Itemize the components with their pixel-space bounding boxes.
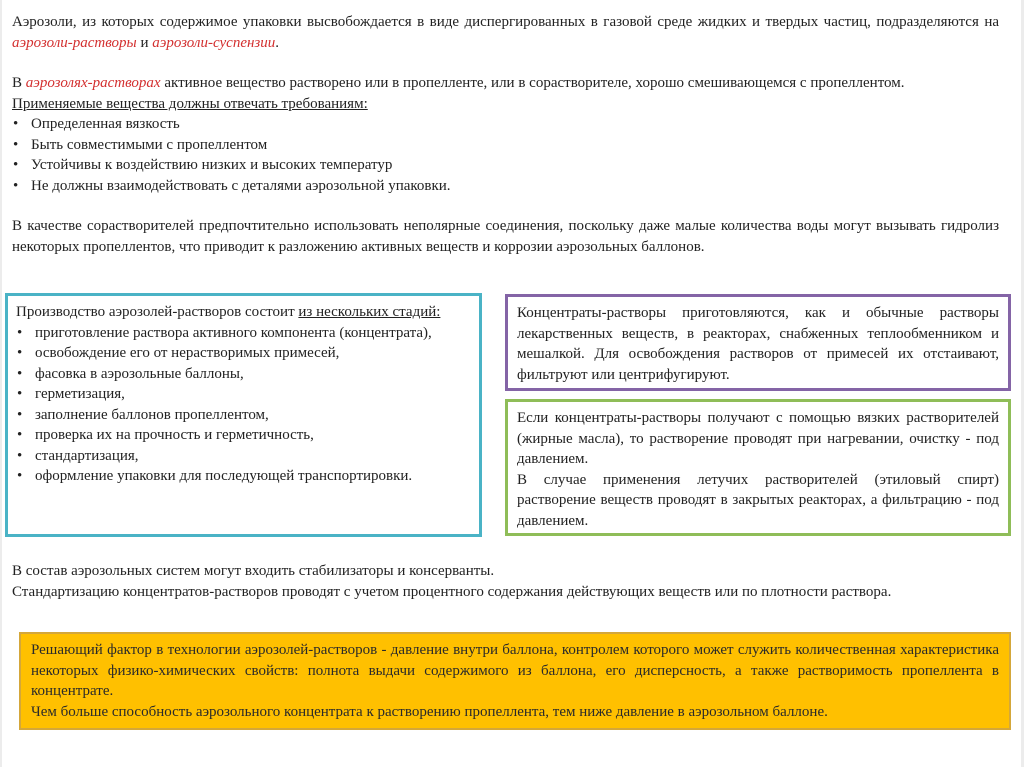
requirements-heading: Применяемые вещества должны отвечать требованиям:: [12, 95, 368, 112]
composition-section: [12, 561, 1017, 602]
production-stages-list: [16, 323, 471, 487]
term-aerosol-suspensions: аэрозоли-суспензии: [152, 34, 276, 51]
cosolvents-paragraph: В качестве сорастворителей предпочтительно использовать неполярные соединения, поскольку даже малые количества воды могут вызывать гидролиз некоторых пропеллентов, что приводит к разложению активных веществ и коррозии аэрозольных баллонов.: [12, 218, 999, 255]
intro-text: Аэрозоли, из которых содержимое упаковки высвобождается в виде диспергированных в газовой среде жидких и твердых частиц, подразделяются на: [12, 14, 999, 30]
pressure-box: [19, 632, 1011, 730]
list-item: • освобождение его от нерастворимых примесей,: [16, 343, 471, 364]
solutions-text: активное вещество растворено или в пропелленте, или в сорастворителе, хорошо смешивающемся с пропеллентом.: [160, 75, 905, 91]
list-item: • оформление упаковки для последующей транспортировки.: [16, 466, 471, 487]
production-lead-underlined: из нескольких стадий:: [298, 304, 441, 320]
concentrates-box: [505, 294, 1011, 391]
spacer: [12, 196, 999, 216]
production-stages-box: [5, 293, 482, 537]
term-aerosol-solutions: аэрозоли-растворы: [12, 34, 137, 51]
list-item: • Устойчивы к воздействию низких и высоких температур: [12, 155, 999, 176]
concentrates-text: Концентраты-растворы приготовляются, как и обычные растворы лекарственных веществ, в реакторах, снабженных теплообменником и мешалкой. Для освобождения растворов от примесей их отстаивают, фильтруют или центрифугируют.: [517, 305, 999, 383]
intro-paragraph: [12, 12, 999, 53]
list-item: • фасовка в аэрозольные баллоны,: [16, 364, 471, 385]
list-item: • стандартизация,: [16, 446, 471, 467]
top-text-section: [12, 12, 999, 257]
list-item: • проверка их на прочность и герметичность,: [16, 425, 471, 446]
intro-suffix: .: [275, 34, 280, 51]
production-lead: [16, 302, 471, 323]
requirements-list: [12, 114, 999, 196]
list-item: • Определенная вязкость: [12, 114, 999, 135]
solutions-paragraph: [12, 73, 999, 94]
composition-line-2: Стандартизацию концентратов-растворов проводят с учетом процентного содержания действующих веществ или по плотности раствора.: [12, 583, 892, 600]
viscous-solvents-text: Если концентраты-растворы получают с помощью вязких растворителей (жирные масла), то растворение проводят при нагревании, очистку - под давлением.: [517, 410, 999, 467]
production-lead-text: Производство аэрозолей-растворов состоит: [16, 304, 299, 320]
list-item: • заполнение баллонов пропеллентом,: [16, 405, 471, 426]
list-item: • Не должны взаимодействовать с деталями аэрозольной упаковки.: [12, 176, 999, 197]
list-item: • герметизация,: [16, 384, 471, 405]
slide-frame-left: [0, 0, 2, 767]
composition-line-1: В состав аэрозольных систем могут входить стабилизаторы и консерванты.: [12, 563, 495, 579]
list-item: • Быть совместимыми с пропеллентом: [12, 135, 999, 156]
pressure-conclusion-text: Чем больше способность аэрозольного концентрата к растворению пропеллента, тем ниже давление в аэрозольном баллоне.: [31, 703, 828, 720]
solutions-prefix: В: [12, 75, 26, 91]
solvents-box: [505, 399, 1011, 536]
intro-conjunction: и: [136, 34, 153, 51]
term-in-aerosol-solutions: аэрозолях-растворах: [25, 75, 161, 91]
list-item: • приготовление раствора активного компонента (концентрата),: [16, 323, 471, 344]
spacer: [12, 53, 999, 73]
pressure-factor-text: Решающий фактор в технологии аэрозолей-растворов - давление внутри баллона, контролем которого может служить количественная характеристика некоторых физико-химических свойств: полнота выдачи содержимого из баллона, его дисперсность, а также растворимость пропеллента в концентрате.: [31, 642, 999, 699]
volatile-solvents-text: В случае применения летучих растворителей (этиловый спирт) растворение веществ проводят в закрытых реакторах, а фильтрацию - под давлением.: [517, 471, 999, 529]
